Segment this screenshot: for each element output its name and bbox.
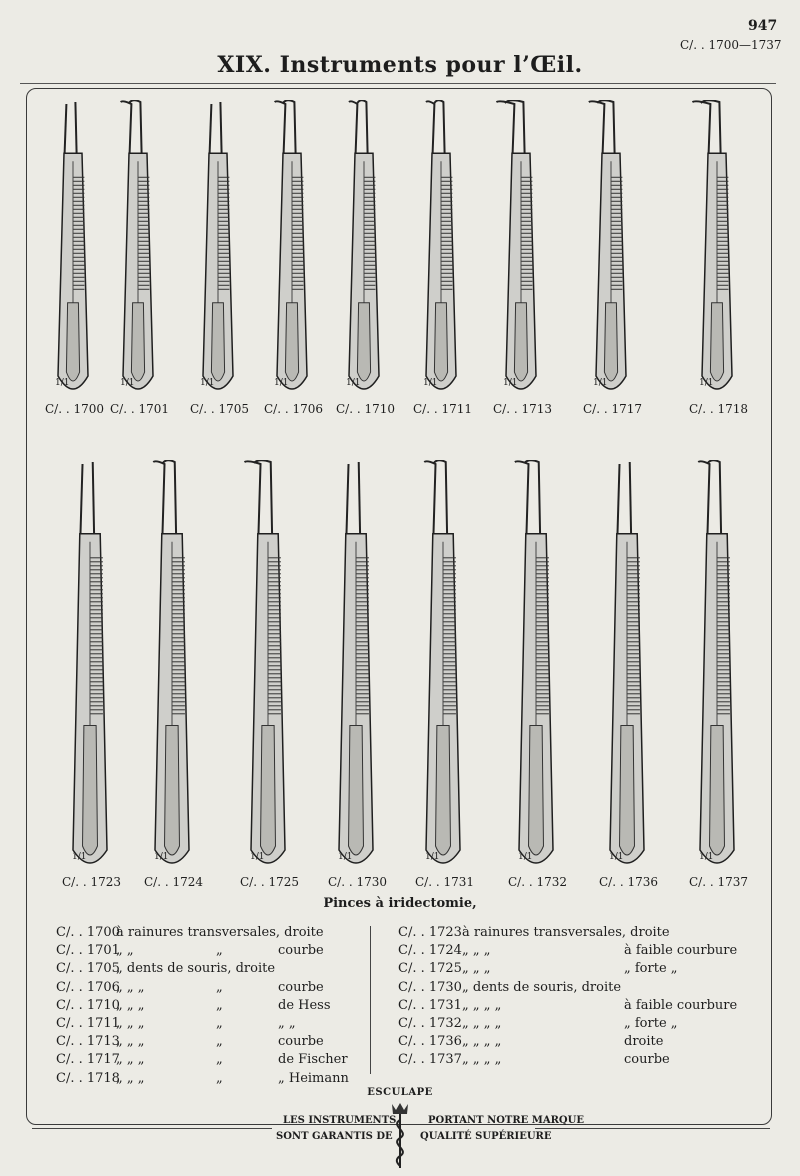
list-cell: C/. . 1706 [56,979,120,995]
list-cell: de Hess [278,997,331,1013]
forceps-illustration [580,460,674,880]
brand-rule-left [32,1128,272,1129]
list-cell: courbe [278,979,324,995]
list-cell: C/. . 1705 [56,961,120,977]
list-cell: „ „ „ [116,1015,145,1031]
list-item [398,1051,768,1069]
instrument-label: C/. . 1700 [45,402,105,416]
forceps-illustration [43,460,137,880]
list-cell: „ [216,1034,223,1050]
list-item [56,1051,356,1069]
list-cell: „ [216,1015,223,1031]
page-number: 947 [748,18,778,34]
instrument-label: C/. . 1713 [493,402,553,416]
list-cell: „ „ „ [116,1070,145,1086]
list-item [56,942,356,960]
list-item [398,1033,768,1051]
instrument-label: C/. . 1710 [336,402,396,416]
forceps-illustration [221,460,315,880]
list-cell: C/. . 1730 [398,979,462,995]
list-cell: „ [216,943,223,959]
section-caption: Pinces à iridectomie, [323,896,477,911]
scale-mark: 1/1 [200,378,215,388]
scale-mark: 1/1 [250,852,265,862]
brand-line1-left: LES INSTRUMENTS [283,1115,397,1126]
list-cell: C/. . 1723 [398,925,462,940]
list-cell: C/. . 1724 [398,943,462,959]
scale-mark: 1/1 [425,852,440,862]
brand-line1-right: PORTANT NOTRE MARQUE [428,1115,584,1126]
instrument-label: C/. . 1736 [599,875,659,889]
instrument-label: C/. . 1701 [110,402,170,416]
forceps-illustration [672,100,762,406]
list-cell: C/. . 1725 [398,961,462,977]
list-cell: à faible courbure [624,943,738,959]
list-cell: „ „ „ „ [462,1015,502,1031]
scale-mark: 1/1 [120,378,135,388]
list-cell: courbe [278,1034,324,1050]
list-cell: C/. . 1700 [56,925,120,940]
forceps-illustration [396,100,486,406]
instrument-label: C/. . 1731 [415,875,475,889]
scale-mark: 1/1 [274,378,289,388]
forceps-illustration [476,100,566,406]
list-cell: à rainures transversales, droite [116,925,324,940]
list-cell: „ „ „ „ [462,997,502,1013]
list-cell: „ „ „ [116,979,145,995]
list-cell: courbe [624,1052,670,1068]
forceps-illustration [93,100,183,406]
scale-mark: 1/1 [154,852,169,862]
list-cell: C/. . 1711 [56,1015,120,1031]
page-title: XIX. Instruments pour l’Œil. [217,52,583,78]
instrument-label: C/. . 1705 [190,402,250,416]
list-item [398,942,768,960]
scale-mark: 1/1 [338,852,353,862]
list-cell: à faible courbure [624,997,738,1013]
instrument-label: C/. . 1732 [508,875,568,889]
list-item [56,1070,356,1088]
list-cell: „ dents de souris, droite [116,961,276,977]
scale-mark: 1/1 [609,852,624,862]
list-item [56,1015,356,1033]
list-cell: courbe [278,943,324,959]
instrument-label: C/. . 1737 [689,875,749,889]
list-cell: „ „ [116,943,134,959]
scale-mark: 1/1 [503,378,518,388]
list-cell: C/. . 1737 [398,1052,462,1068]
brand-line2-left: SONT GARANTIS DE [276,1131,393,1142]
brand-rule-right [535,1128,770,1129]
right-description-list [398,924,768,1070]
list-cell: de Fischer [278,1052,348,1068]
catalog-range: C/. . 1700—1737 [680,38,782,52]
instrument-label: C/. . 1717 [583,402,643,416]
scale-mark: 1/1 [346,378,361,388]
forceps-illustration [125,460,219,880]
list-cell: „ forte „ [624,961,678,977]
list-cell: „ forte „ [624,1015,678,1031]
column-divider [370,926,371,1074]
forceps-illustration [566,100,656,406]
brand-line2-right: QUALITÉ SUPÉRIEURE [420,1131,552,1142]
list-item [56,979,356,997]
brand-name: ESCULAPE [367,1087,433,1098]
list-item [56,1033,356,1051]
list-cell: C/. . 1731 [398,997,462,1013]
list-cell: „ dents de souris, droite [462,979,622,995]
list-item [56,997,356,1015]
list-cell: „ „ „ [116,1052,145,1068]
caduceus-logo-icon [386,1100,414,1170]
list-cell: C/. . 1710 [56,997,120,1013]
scale-mark: 1/1 [699,378,714,388]
left-description-list [56,924,356,1088]
list-item [398,924,768,942]
list-cell: C/. . 1736 [398,1034,462,1050]
instrument-label: C/. . 1723 [62,875,122,889]
scale-mark: 1/1 [423,378,438,388]
list-cell: C/. . 1717 [56,1052,120,1068]
instrument-label: C/. . 1706 [264,402,324,416]
instrument-label: C/. . 1724 [144,875,204,889]
list-cell: „ [216,979,223,995]
scale-mark: 1/1 [518,852,533,862]
list-item [56,924,356,942]
list-cell: „ „ „ [462,943,491,959]
list-cell: „ „ „ [116,997,145,1013]
list-cell: „ „ „ „ [462,1052,502,1068]
list-item [398,1015,768,1033]
list-cell: „ „ „ [462,961,491,977]
list-cell: C/. . 1732 [398,1015,462,1031]
list-cell: droite [624,1034,664,1050]
list-cell: „ [216,1070,223,1086]
list-cell: „ „ [278,1015,296,1031]
list-cell: à rainures transversales, droite [462,925,670,940]
list-cell: „ Heimann [278,1070,349,1086]
list-item [398,960,768,978]
top-rule [20,83,776,84]
forceps-illustration [396,460,490,880]
list-cell: „ „ „ [116,1034,145,1050]
scale-mark: 1/1 [72,852,87,862]
scale-mark: 1/1 [699,852,714,862]
list-cell: „ [216,1052,223,1068]
list-cell: „ [216,997,223,1013]
list-cell: C/. . 1718 [56,1070,120,1086]
list-cell: „ „ „ „ [462,1034,502,1050]
instrument-label: C/. . 1725 [240,875,300,889]
list-item [56,960,356,978]
instrument-label: C/. . 1718 [689,402,749,416]
scale-mark: 1/1 [55,378,70,388]
list-cell: C/. . 1713 [56,1034,120,1050]
list-item [398,997,768,1015]
list-cell: C/. . 1701 [56,943,120,959]
scale-mark: 1/1 [593,378,608,388]
forceps-illustration [309,460,403,880]
list-item [398,979,768,997]
instrument-label: C/. . 1730 [328,875,388,889]
forceps-illustration [489,460,583,880]
instrument-label: C/. . 1711 [413,402,473,416]
forceps-illustration [670,460,764,880]
